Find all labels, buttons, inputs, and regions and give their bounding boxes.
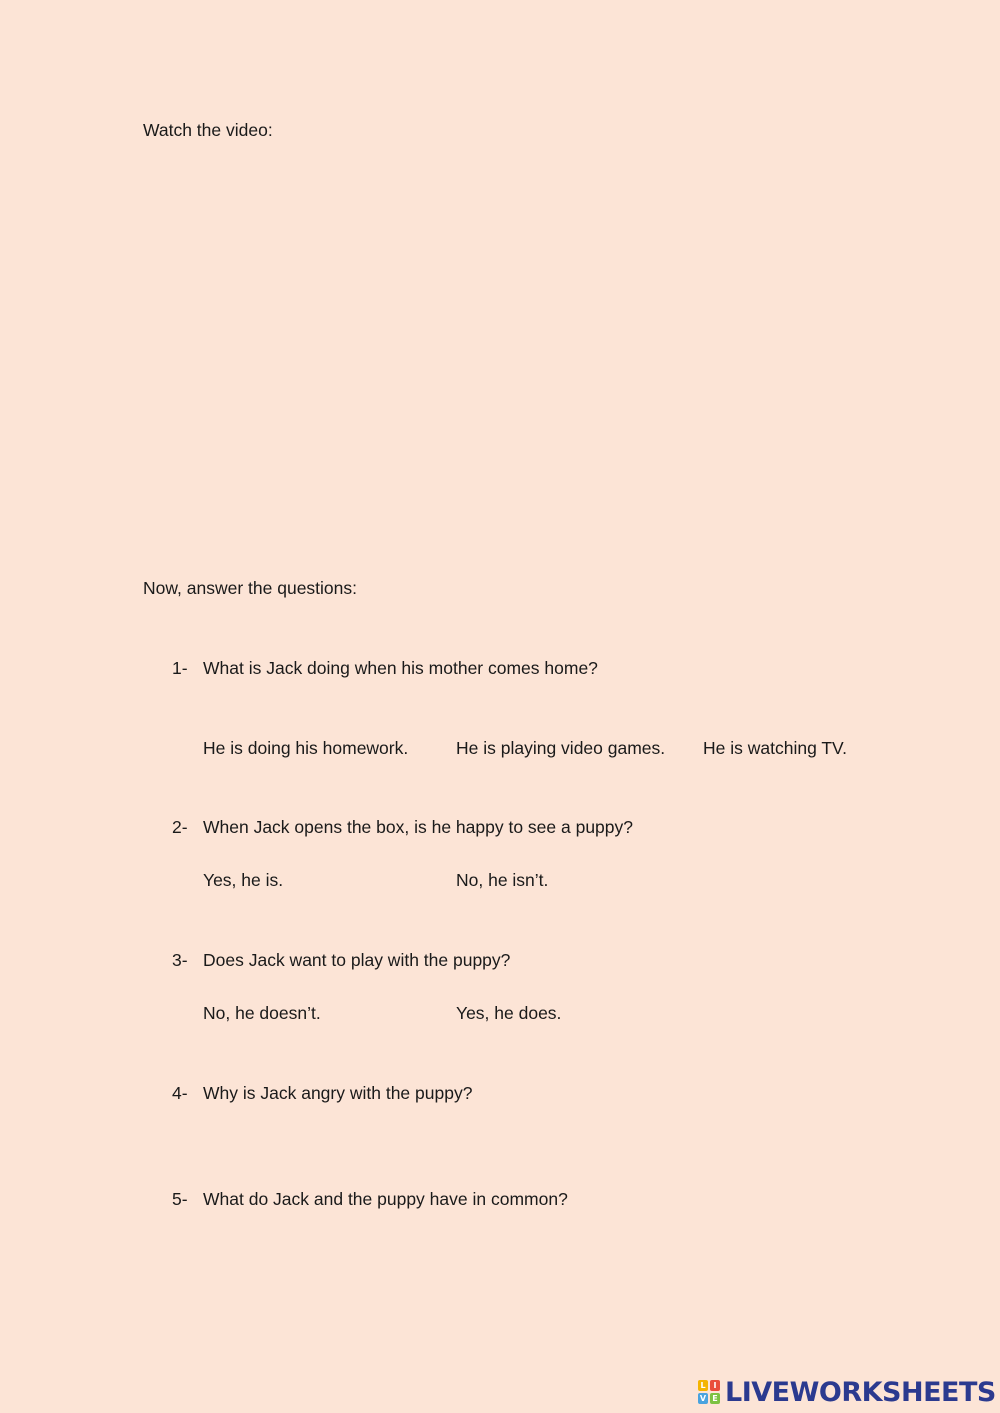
answer-option[interactable]: He is playing video games. (456, 738, 666, 758)
question-number: 3- (172, 950, 188, 970)
question-number: 4- (172, 1083, 188, 1103)
question-text: What do Jack and the puppy have in common? (203, 1189, 568, 1209)
answer-option[interactable]: Yes, he is. (203, 870, 284, 890)
answer-option[interactable]: Yes, he does. (456, 1003, 562, 1023)
liveworksheets-logo-icon (698, 1380, 722, 1406)
question-text: What is Jack doing when his mother comes home? (203, 658, 598, 678)
answer-option[interactable]: No, he doesn’t. (203, 1003, 321, 1023)
question-text: Does Jack want to play with the puppy? (203, 950, 511, 970)
logo-mark-letter: L (698, 1380, 708, 1391)
question-number: 2- (172, 817, 188, 837)
liveworksheets-logo (698, 1378, 996, 1408)
logo-mark-letter: I (710, 1380, 720, 1391)
question-text: Why is Jack angry with the puppy? (203, 1083, 473, 1103)
liveworksheets-logo-text: LIVEWORKSHEETS (725, 1377, 996, 1408)
logo-mark-letter: E (710, 1393, 720, 1404)
video-placeholder (143, 160, 857, 550)
question-text: When Jack opens the box, is he happy to see a puppy? (203, 817, 634, 837)
logo-mark-letter: V (699, 1394, 707, 1403)
question-number: 5- (172, 1189, 188, 1209)
answer-option[interactable]: No, he isn’t. (456, 870, 549, 890)
answer-option[interactable]: He is doing his homework. (203, 738, 409, 758)
answer-option[interactable]: He is watching TV. (703, 738, 847, 758)
watch-video-instruction: Watch the video: (143, 120, 273, 140)
answer-questions-instruction: Now, answer the questions: (143, 578, 358, 598)
question-number: 1- (172, 658, 188, 678)
